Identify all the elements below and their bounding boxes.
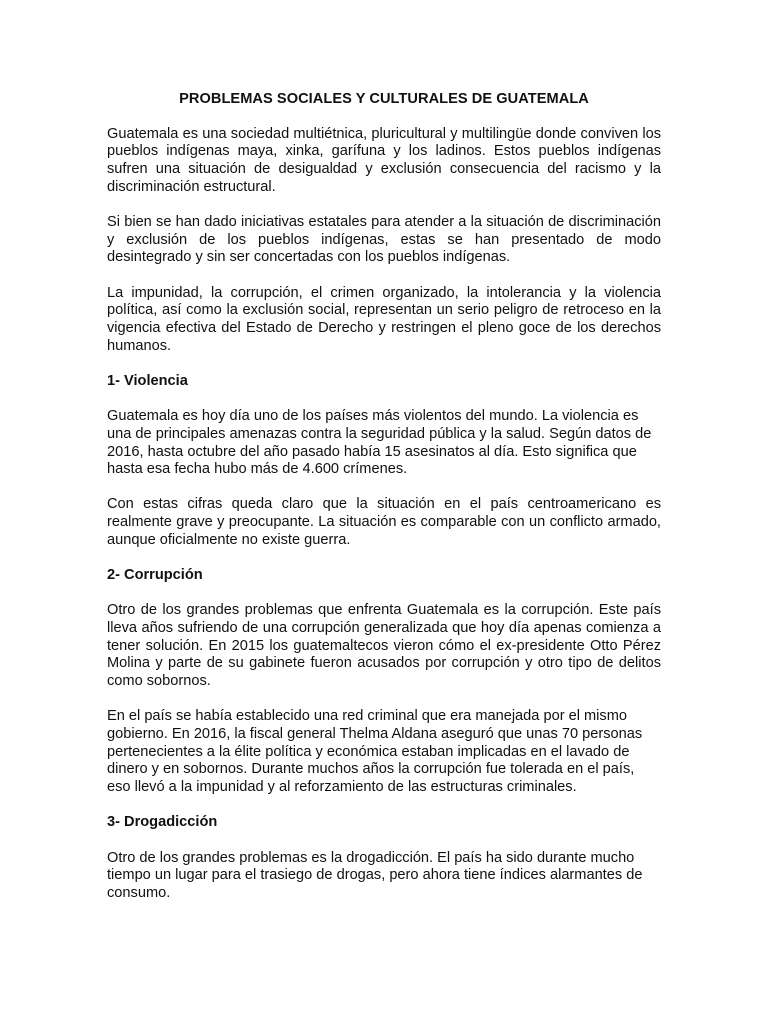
corrupcion-paragraph-1: Otro de los grandes problemas que enfrenta Guatemala es la corrupción. Este país lleva años sufriendo de una corrupción generalizada que hoy día apenas comienza a tener solución. En 2015 los guatemaltecos vieron cómo el ex-presidente Otto Pérez Molina y parte de su gabinete fueron acusados por corrupción y otro tipo de delitos como sobornos. bbox=[107, 602, 661, 690]
violencia-paragraph-1: Guatemala es hoy día uno de los países más violentos del mundo. La violencia es una de principales amenazas contra la seguridad pública y la salud. Según datos de 2016, hasta octubre del año pasado había 15 asesinatos al día. Esto significa que hasta esa fecha hubo más de 4.600 crímenes. bbox=[107, 408, 652, 478]
document-page bbox=[107, 91, 661, 920]
corrupcion-paragraph-2: En el país se había establecido una red criminal que era manejada por el mismo gobierno. En 2016, la fiscal general Thelma Aldana aseguró que unas 70 personas pertenecientes a la élite política y económica estaban implicadas en el lavado de dinero y en sobornos. Durante muchos años la corrupción fue tolerada en el país, eso llevó a la impunidad y al reforzamiento de las estructuras criminales. bbox=[107, 708, 643, 796]
intro-paragraph-1: Guatemala es una sociedad multiétnica, pluricultural y multilingüe donde conviven los pueblos indígenas maya, xinka, garífuna y los ladinos. Estos pueblos indígenas sufren una situación de desigualdad y exclusión consecuencia del racismo y la discriminación estructural. bbox=[107, 125, 661, 195]
intro-paragraph-3: La impunidad, la corrupción, el crimen organizado, la intolerancia y la violencia política, así como la exclusión social, representan un serio peligro de retroceso en la vigencia efectiva del Estado de Derecho y restringen el pleno goce de los derechos humanos. bbox=[107, 284, 661, 354]
violencia-paragraph-2: Con estas cifras queda claro que la situación en el país centroamericano es realmente grave y preocupante. La situación es comparable con un conflicto armado, aunque oficialmente no existe guerra. bbox=[107, 496, 661, 548]
intro-paragraph-2: Si bien se han dado iniciativas estatales para atender a la situación de discriminación y exclusión de los pueblos indígenas, estas se han presentado de modo desintegrado y sin ser concertadas con los pueblos indígenas. bbox=[107, 214, 661, 266]
document-title: PROBLEMAS SOCIALES Y CULTURALES DE GUATEMALA bbox=[179, 91, 589, 107]
section-heading-violencia: 1- Violencia bbox=[107, 372, 188, 389]
section-heading-drogadiccion: 3- Drogadicción bbox=[107, 814, 218, 831]
section-heading-corrupcion: 2- Corrupción bbox=[107, 567, 203, 584]
drogadiccion-paragraph-1: Otro de los grandes problemas es la drogadicción. El país ha sido durante mucho tiempo un lugar para el trasiego de drogas, pero ahora tiene índices alarmantes de consumo. bbox=[107, 849, 643, 901]
